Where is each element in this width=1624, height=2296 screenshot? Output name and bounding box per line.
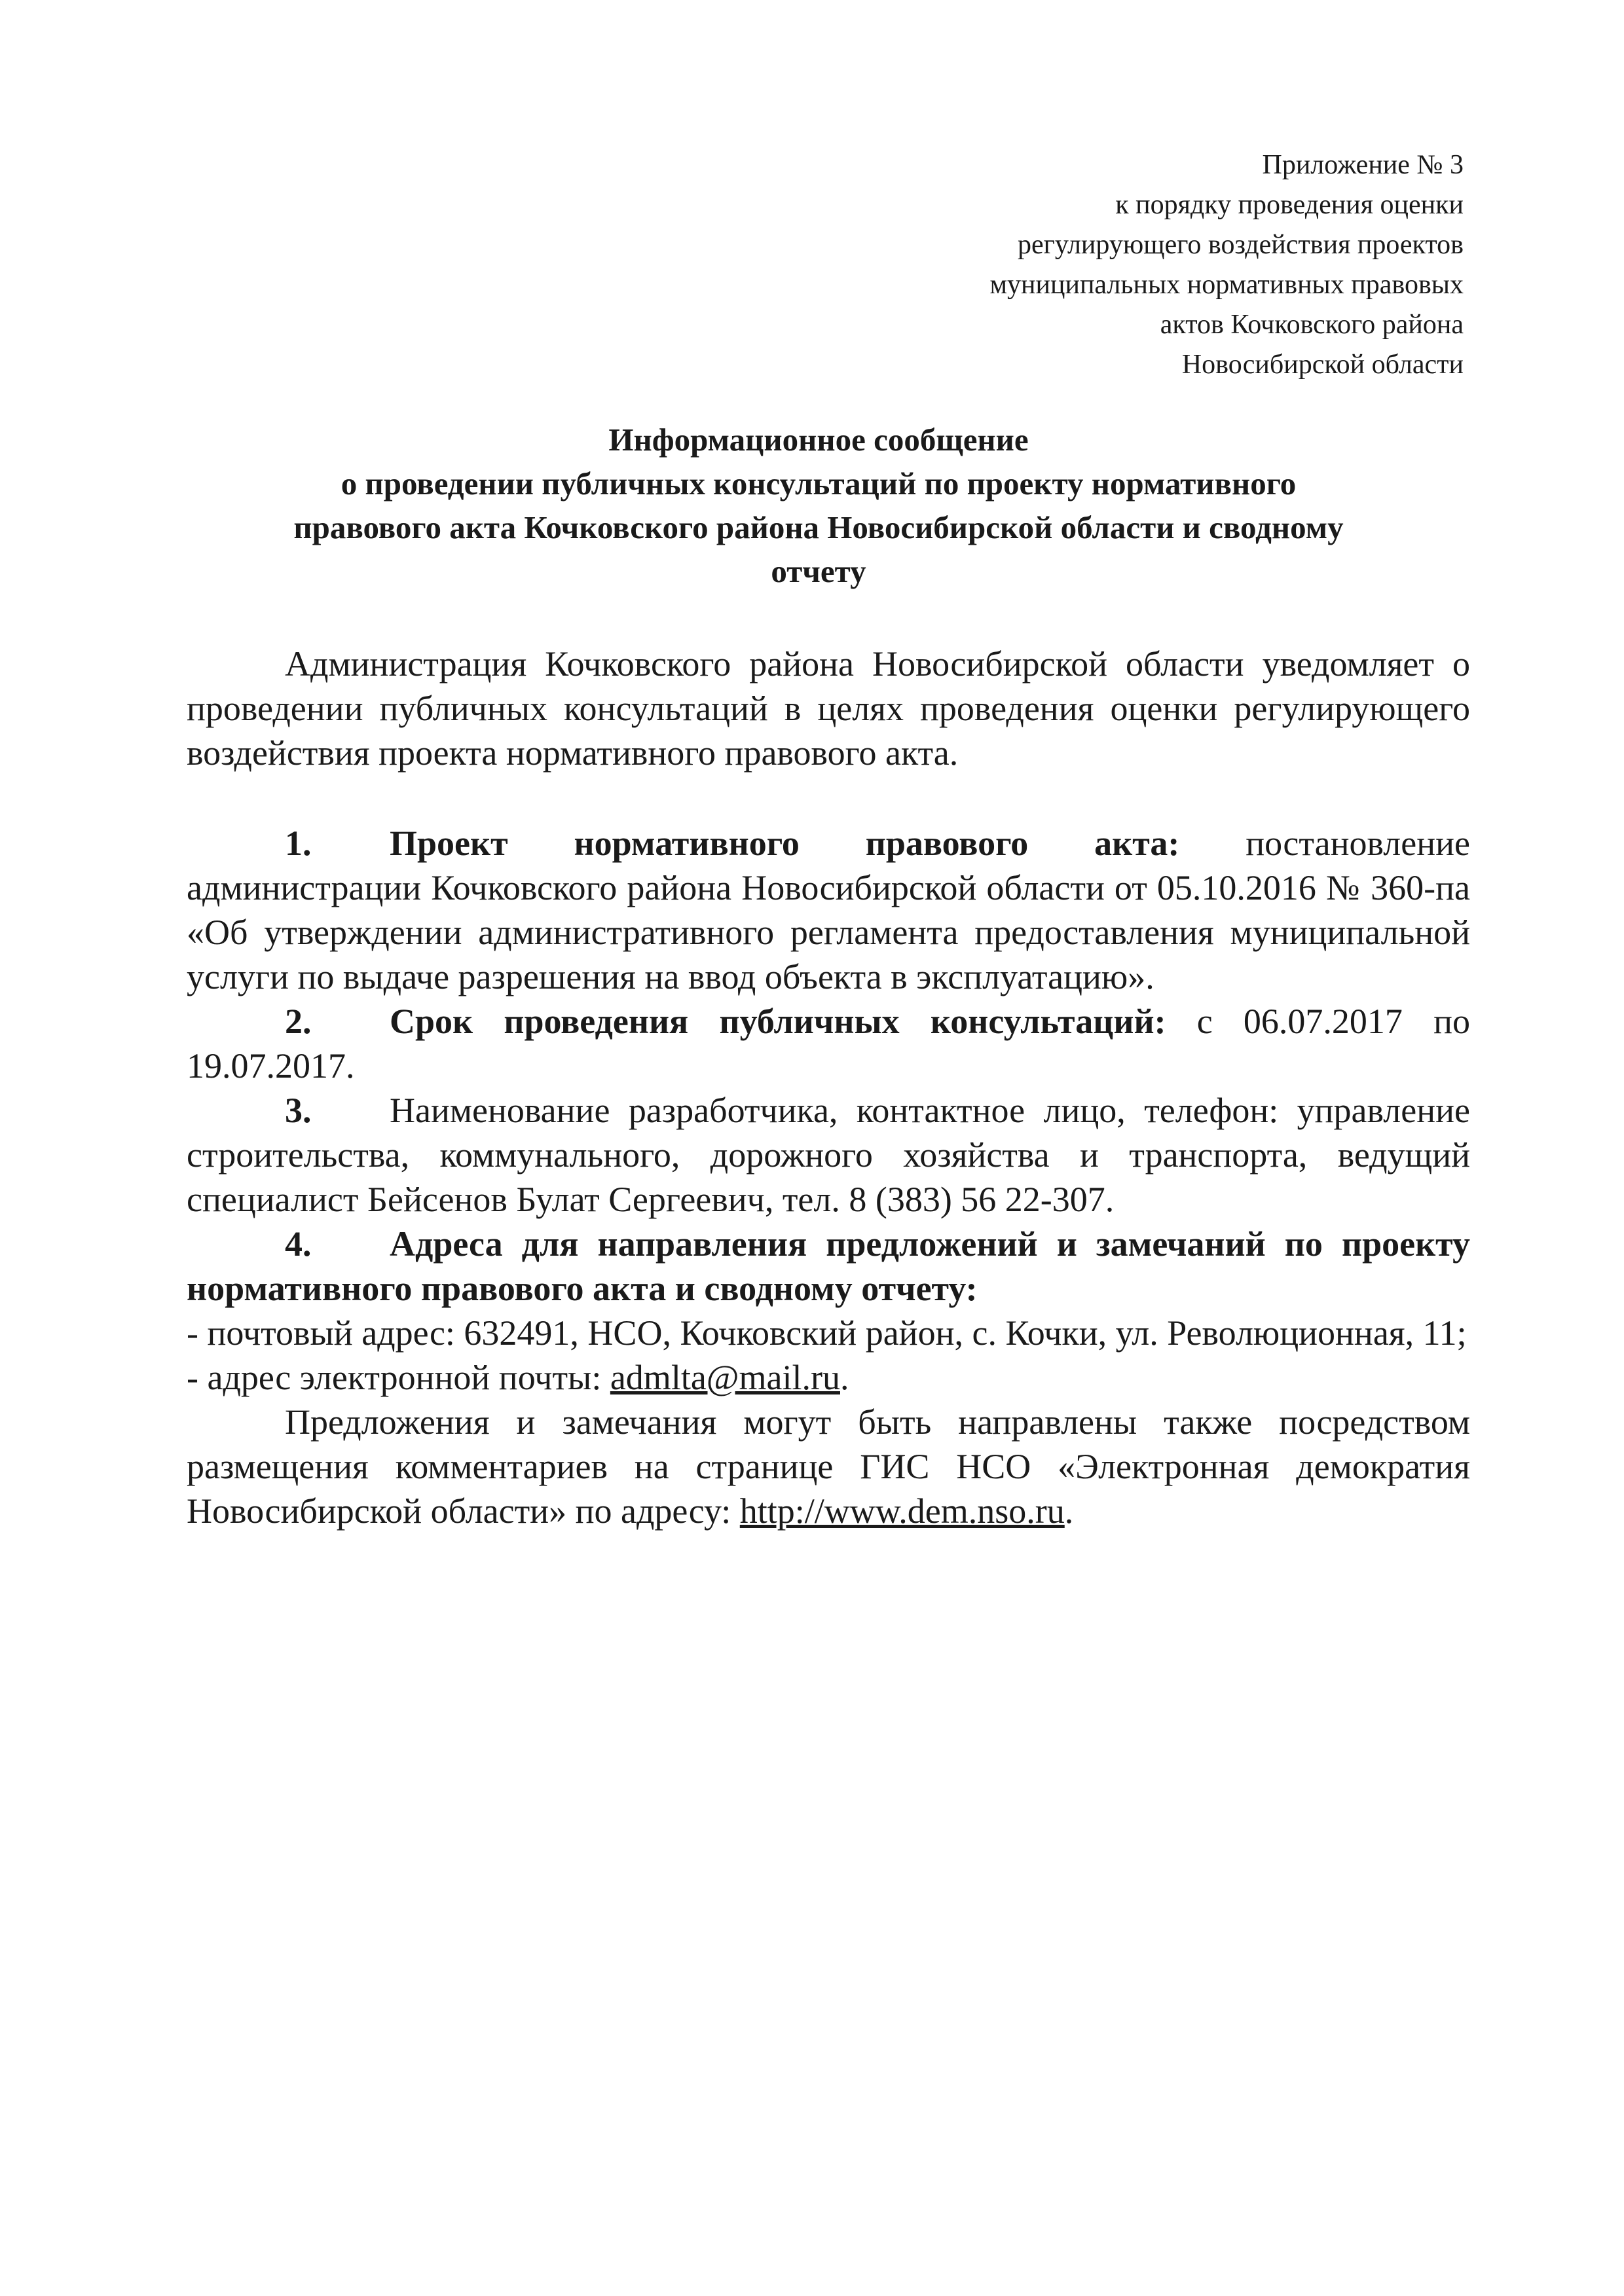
appendix-header xyxy=(989,145,1464,385)
item-4 xyxy=(187,1222,1470,1311)
item-number: 1. xyxy=(285,824,312,863)
item-label: Срок проведения публичных консультаций: xyxy=(390,1002,1166,1041)
item-text: с 06.07.2017 по 19.07.2017. xyxy=(187,1002,1470,1085)
email-suffix: . xyxy=(840,1358,849,1397)
email-line xyxy=(187,1355,1470,1400)
website-link[interactable]: http://www.dem.nso.ru xyxy=(739,1491,1065,1531)
item-label: Проект нормативного правового акта: xyxy=(390,824,1180,863)
document-title xyxy=(170,418,1467,593)
item-text: Наименование разработчика, контактное лицо, телефон: управление строительства, коммунального, дорожного хозяйства и транспорта, ведущий специалист Бейсенов Булат Сергеевич, тел. 8 (383) 56 22-307. xyxy=(187,1091,1470,1219)
item-2 xyxy=(187,999,1470,1088)
item-number: 2. xyxy=(285,1002,312,1041)
closing-paragraph xyxy=(187,1400,1470,1533)
closing-text: Предложения и замечания могут быть направлены также посредством размещения комментариев на странице ГИС НСО «Электронная демократия Новосибирской области» по адресу: xyxy=(187,1402,1470,1531)
title-line: правового акта Кочковского района Новосибирской области и сводному xyxy=(293,509,1344,545)
item-number: 4. xyxy=(285,1224,312,1264)
item-text: постановление администрации Кочковского района Новосибирской области от 05.10.2016 № 360-па «Об утверждении административного регламента предоставления муниципальной услуги по выдаче разрешения на ввод объекта в эксплуатацию». xyxy=(187,824,1470,996)
item-number: 3. xyxy=(285,1091,312,1130)
document-body xyxy=(187,642,1470,1533)
appendix-line: актов Кочковского района xyxy=(1160,310,1464,340)
intro-paragraph: Администрация Кочковского района Новосибирской области уведомляет о проведении публичных консультаций в целях проведения оценки регулирующего воздействия проекта нормативного правового акта. xyxy=(187,644,1470,773)
appendix-line: Приложение № 3 xyxy=(1262,150,1464,180)
item-1 xyxy=(187,821,1470,999)
appendix-line: муниципальных нормативных правовых xyxy=(989,270,1464,300)
email-link[interactable]: admlta@mail.ru xyxy=(610,1358,840,1397)
closing-suffix: . xyxy=(1064,1491,1074,1531)
title-line: Информационное сообщение xyxy=(608,422,1029,458)
appendix-line: Новосибирской области xyxy=(1181,350,1464,380)
title-line: о проведении публичных консультаций по проекту нормативного xyxy=(341,465,1297,501)
email-prefix: - адрес электронной почты: xyxy=(187,1358,610,1397)
item-3 xyxy=(187,1088,1470,1222)
postal-address: - почтовый адрес: 632491, НСО, Кочковский район, с. Кочки, ул. Революционная, 11; xyxy=(187,1313,1467,1353)
title-line: отчету xyxy=(771,553,866,589)
item-label: Адреса для направления предложений и замечаний по проекту нормативного правового акта и сводному отчету: xyxy=(187,1224,1470,1308)
appendix-line: к порядку проведения оценки xyxy=(1115,190,1464,220)
appendix-line: регулирующего воздействия проектов xyxy=(1017,230,1464,260)
